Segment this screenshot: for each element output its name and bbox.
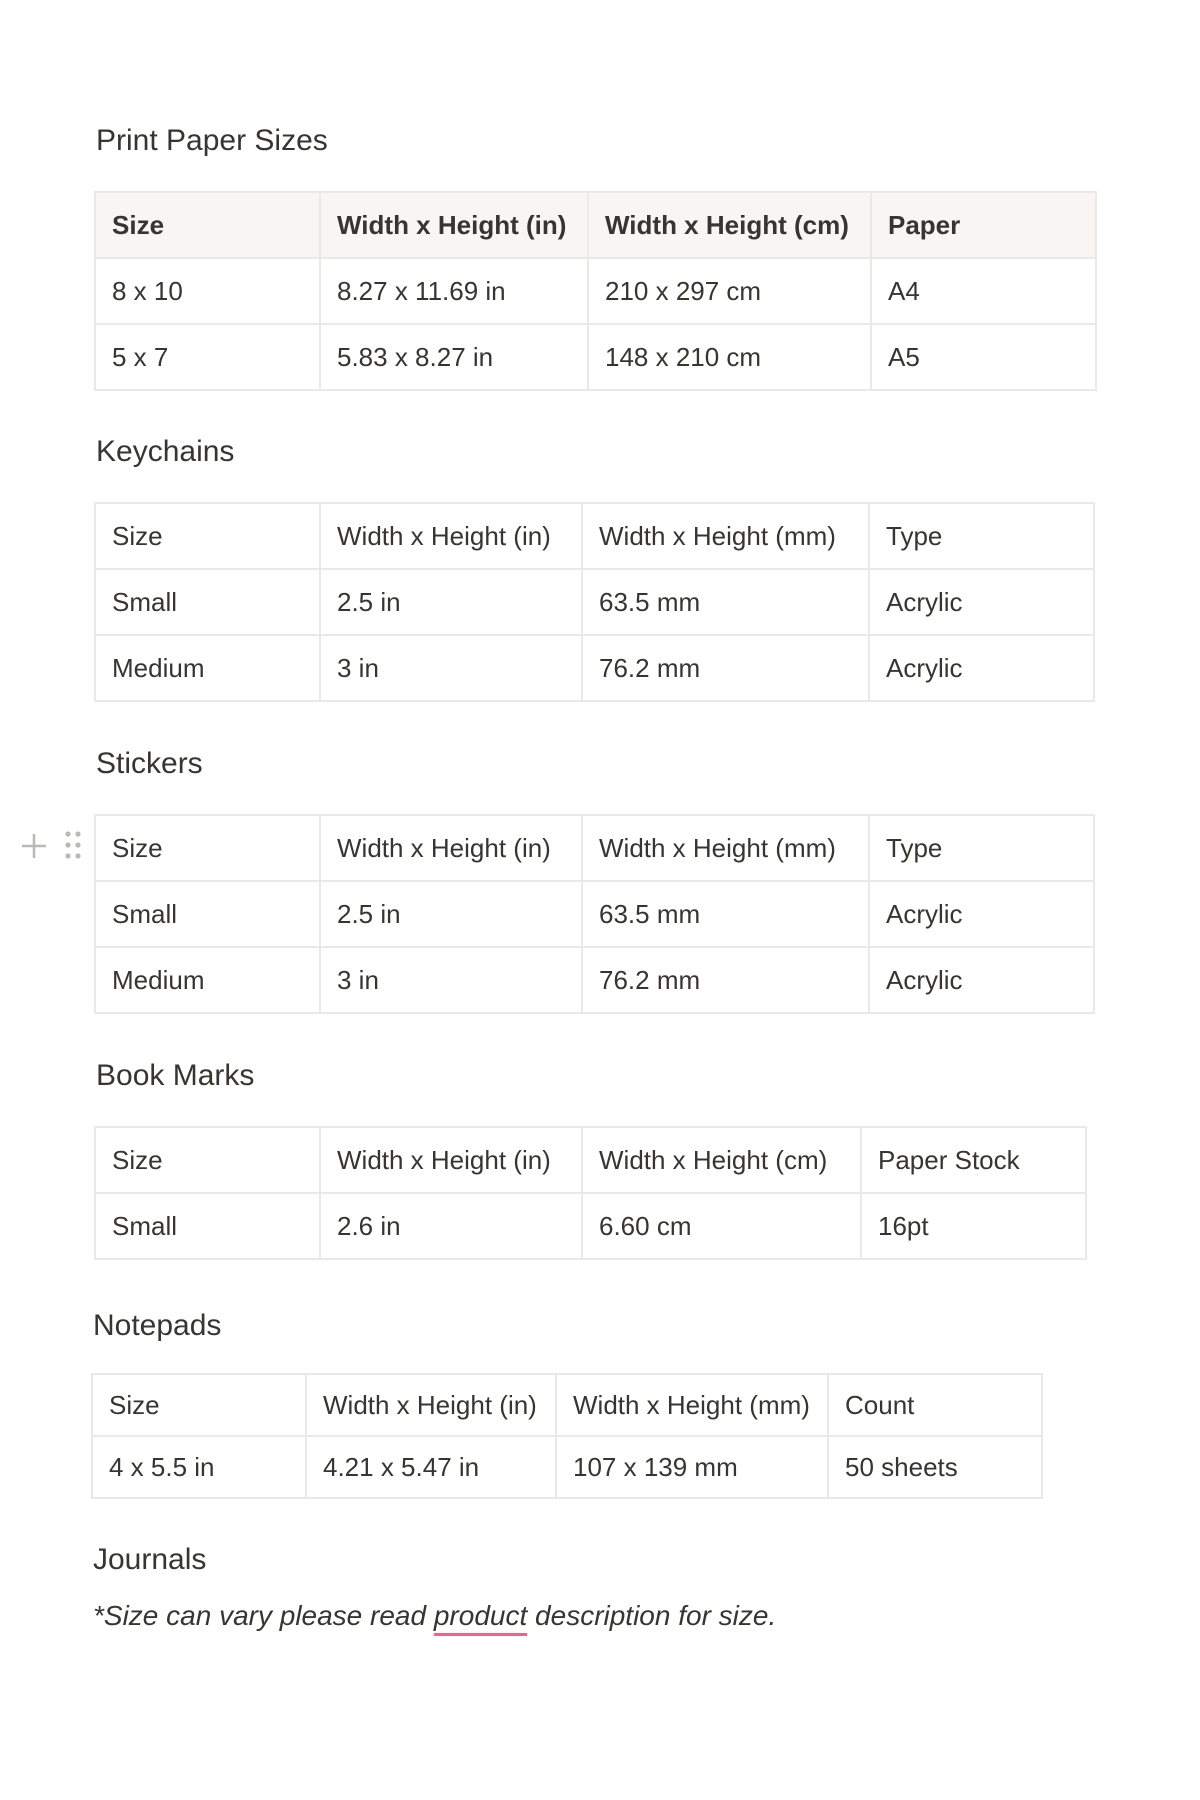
header-cell[interactable]: Size [95,1127,320,1193]
table-cell[interactable]: Acrylic [869,947,1094,1013]
table-cell[interactable]: 8 x 10 [95,258,320,324]
table-cell[interactable]: 210 x 297 cm [588,258,871,324]
table-cell[interactable]: 8.27 x 11.69 in [320,258,588,324]
table-cell[interactable]: Acrylic [869,635,1094,701]
header-cell[interactable]: Width x Height (mm) [582,503,869,569]
journals-note [93,1600,776,1632]
plus-icon[interactable] [20,830,48,866]
print-paper-sizes-table [94,191,1097,391]
table-cell[interactable]: Small [95,1193,320,1259]
table-cell[interactable]: Acrylic [869,569,1094,635]
table-cell[interactable]: 76.2 mm [582,635,869,701]
header-cell[interactable]: Width x Height (mm) [556,1374,828,1436]
table-cell[interactable]: 5.83 x 8.27 in [320,324,588,390]
table-cell[interactable]: 3 in [320,947,582,1013]
table-cell[interactable]: Small [95,881,320,947]
table-row [95,635,1094,701]
table-header-row [95,1127,1086,1193]
keychains-table [94,502,1095,702]
table-row [95,324,1096,390]
book-marks-table [94,1126,1087,1260]
header-cell[interactable]: Count [828,1374,1042,1436]
table-cell[interactable]: 4 x 5.5 in [92,1436,306,1498]
stickers-table [94,814,1095,1014]
table-cell[interactable]: Medium [95,635,320,701]
table-row [95,881,1094,947]
table-header-row [92,1374,1042,1436]
header-cell[interactable]: Size [92,1374,306,1436]
section-title-print-paper-sizes: Print Paper Sizes [96,124,328,157]
table-row [92,1436,1042,1498]
table-cell[interactable]: 63.5 mm [582,569,869,635]
header-cell[interactable]: Size [95,815,320,881]
section-title-journals: Journals [93,1543,207,1576]
table-header-row [95,503,1094,569]
section-title-book-marks: Book Marks [96,1059,255,1092]
table-cell[interactable]: 2.5 in [320,569,582,635]
header-cell[interactable]: Type [869,503,1094,569]
header-cell[interactable]: Type [869,815,1094,881]
table-row [95,947,1094,1013]
header-cell[interactable]: Paper Stock [861,1127,1086,1193]
header-cell[interactable]: Width x Height (in) [320,503,582,569]
table-cell[interactable]: 16pt [861,1193,1086,1259]
table-cell[interactable]: 107 x 139 mm [556,1436,828,1498]
header-cell[interactable]: Paper [871,192,1096,258]
drag-handle-icon[interactable] [64,830,82,866]
table-cell[interactable]: 3 in [320,635,582,701]
table-cell[interactable]: 5 x 7 [95,324,320,390]
table-cell[interactable]: 148 x 210 cm [588,324,871,390]
table-row [95,258,1096,324]
header-cell[interactable]: Width x Height (in) [320,192,588,258]
header-cell[interactable]: Width x Height (in) [306,1374,556,1436]
spellcheck-word[interactable]: product [433,1600,528,1631]
table-cell[interactable]: 50 sheets [828,1436,1042,1498]
table-cell[interactable]: 2.6 in [320,1193,582,1259]
table-cell[interactable]: 6.60 cm [582,1193,861,1259]
table-cell[interactable]: 76.2 mm [582,947,869,1013]
table-cell[interactable]: A4 [871,258,1096,324]
header-cell[interactable]: Size [95,192,320,258]
header-cell[interactable]: Width x Height (cm) [582,1127,861,1193]
table-row [95,569,1094,635]
header-cell[interactable]: Size [95,503,320,569]
journals-note-text: description for size. [527,1600,777,1631]
header-cell[interactable]: Width x Height (in) [320,815,582,881]
section-title-stickers: Stickers [96,747,203,780]
table-cell[interactable]: 63.5 mm [582,881,869,947]
table-cell[interactable]: A5 [871,324,1096,390]
table-cell[interactable]: Acrylic [869,881,1094,947]
table-header-row [95,192,1096,258]
header-cell[interactable]: Width x Height (mm) [582,815,869,881]
section-title-keychains: Keychains [96,435,235,468]
table-cell[interactable]: 2.5 in [320,881,582,947]
journals-note-text: *Size can vary please read [93,1600,434,1631]
header-cell[interactable]: Width x Height (cm) [588,192,871,258]
table-cell[interactable]: 4.21 x 5.47 in [306,1436,556,1498]
section-title-notepads: Notepads [93,1309,222,1342]
notepads-table [91,1373,1043,1499]
table-cell[interactable]: Medium [95,947,320,1013]
header-cell[interactable]: Width x Height (in) [320,1127,582,1193]
table-cell[interactable]: Small [95,569,320,635]
table-row [95,1193,1086,1259]
table-header-row [95,815,1094,881]
